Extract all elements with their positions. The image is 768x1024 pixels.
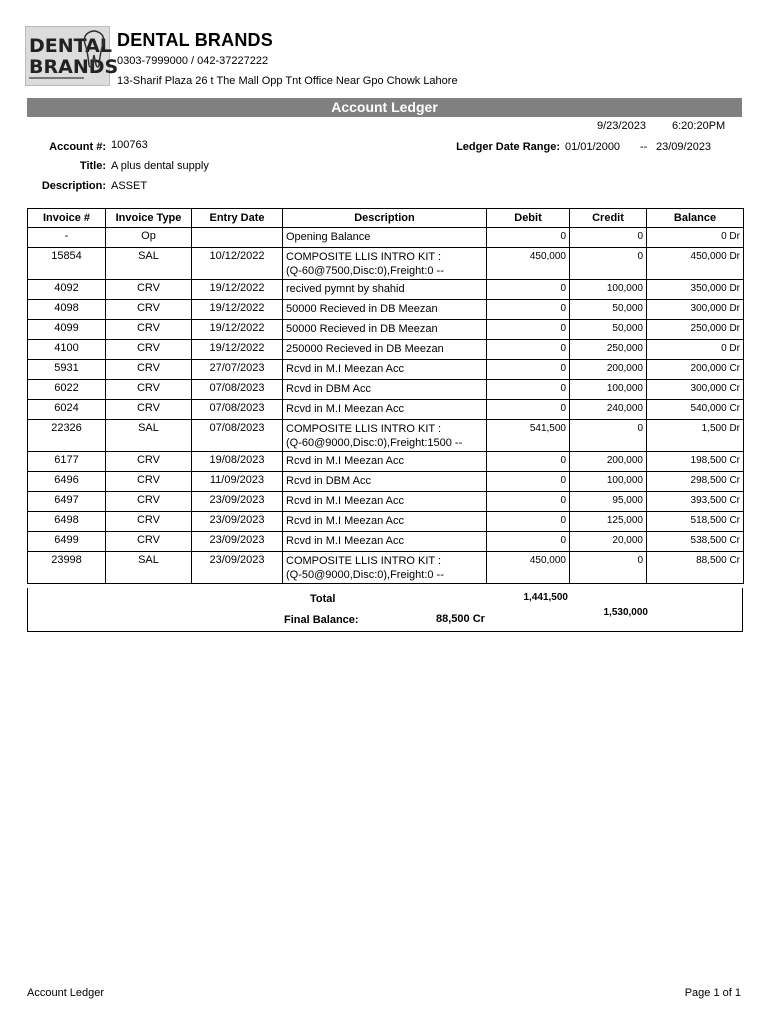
cell-description	[283, 300, 487, 320]
cell-description	[283, 552, 487, 584]
description-line: Opening Balance	[286, 231, 371, 243]
cell-description	[283, 228, 487, 248]
cell-credit: 200,000	[570, 452, 647, 472]
page-number: Page 1 of 1	[684, 987, 741, 999]
description-label: Description:	[41, 180, 106, 192]
description-line: COMPOSITE LLIS INTRO KIT :	[286, 555, 442, 567]
cell-invoice-type: SAL	[106, 248, 192, 280]
cell-credit: 0	[570, 552, 647, 584]
title-label: Title:	[79, 160, 106, 172]
cell-invoice: 4100	[28, 340, 106, 360]
cell-entry-date: 27/07/2023	[192, 360, 283, 380]
cell-invoice-type: CRV	[106, 452, 192, 472]
table-row	[28, 360, 744, 380]
total-debit: 1,441,500	[523, 592, 568, 603]
cell-description	[283, 532, 487, 552]
cell-balance: 300,000 Cr	[647, 380, 744, 400]
cell-debit: 0	[487, 340, 570, 360]
cell-balance: 540,000 Cr	[647, 400, 744, 420]
cell-entry-date: 19/12/2022	[192, 340, 283, 360]
cell-entry-date: 10/12/2022	[192, 248, 283, 280]
cell-description	[283, 400, 487, 420]
cell-entry-date: 23/09/2023	[192, 512, 283, 532]
cell-invoice-type: CRV	[106, 532, 192, 552]
cell-invoice-type: CRV	[106, 320, 192, 340]
cell-entry-date: 11/09/2023	[192, 472, 283, 492]
cell-credit: 200,000	[570, 360, 647, 380]
cell-debit: 0	[487, 300, 570, 320]
cell-entry-date: 19/12/2022	[192, 320, 283, 340]
description-line: 250000 Recieved in DB Meezan	[286, 343, 444, 355]
cell-balance: 198,500 Cr	[647, 452, 744, 472]
cell-debit: 0	[487, 492, 570, 512]
cell-description	[283, 248, 487, 280]
description-line: Rcvd in DBM Acc	[286, 475, 371, 487]
cell-balance: 300,000 Dr	[647, 300, 744, 320]
cell-credit: 50,000	[570, 320, 647, 340]
account-title: A plus dental supply	[111, 160, 209, 172]
print-time: 6:20:20PM	[672, 120, 726, 132]
cell-invoice: 4092	[28, 280, 106, 300]
table-row	[28, 300, 744, 320]
account-number: 100763	[111, 139, 148, 151]
cell-invoice-type: CRV	[106, 472, 192, 492]
cell-invoice-type: CRV	[106, 360, 192, 380]
report-title: Account Ledger	[27, 98, 742, 117]
cell-credit: 100,000	[570, 472, 647, 492]
cell-invoice: 6177	[28, 452, 106, 472]
ledger-body	[28, 228, 744, 584]
final-balance-label: Final Balance:	[284, 614, 359, 626]
cell-balance: 1,500 Dr	[647, 420, 744, 452]
cell-debit: 541,500	[487, 420, 570, 452]
logo-text-dental: DENTAL	[29, 35, 112, 57]
table-row	[28, 512, 744, 532]
cell-description	[283, 340, 487, 360]
cell-credit: 100,000	[570, 380, 647, 400]
cell-balance: 393,500 Cr	[647, 492, 744, 512]
table-row	[28, 340, 744, 360]
cell-debit: 0	[487, 512, 570, 532]
table-row	[28, 532, 744, 552]
table-header-row	[28, 209, 744, 228]
cell-description	[283, 472, 487, 492]
table-row	[28, 472, 744, 492]
cell-invoice-type: CRV	[106, 280, 192, 300]
column-header-debit: Debit	[487, 209, 570, 228]
cell-invoice: 4098	[28, 300, 106, 320]
description-line: Rcvd in M.I Meezan Acc	[286, 403, 404, 415]
column-header-entry-date: Entry Date	[192, 209, 283, 228]
cell-description	[283, 420, 487, 452]
column-header-invoice-type: Invoice Type	[106, 209, 192, 228]
cell-invoice-type: SAL	[106, 552, 192, 584]
cell-credit: 125,000	[570, 512, 647, 532]
cell-credit: 0	[570, 248, 647, 280]
account-label: Account #:	[49, 141, 106, 153]
cell-invoice-type: Op	[106, 228, 192, 248]
cell-invoice: 6496	[28, 472, 106, 492]
ledger-table	[27, 208, 744, 584]
cell-debit: 450,000	[487, 552, 570, 584]
cell-debit: 0	[487, 532, 570, 552]
cell-description	[283, 280, 487, 300]
cell-entry-date: 23/09/2023	[192, 492, 283, 512]
footer-title: Account Ledger	[27, 987, 105, 999]
cell-debit: 0	[487, 400, 570, 420]
cell-invoice-type: CRV	[106, 512, 192, 532]
table-row	[28, 452, 744, 472]
date-range-label: Ledger Date Range:	[456, 141, 560, 153]
cell-invoice: 6499	[28, 532, 106, 552]
cell-balance: 298,500 Cr	[647, 472, 744, 492]
cell-debit: 0	[487, 320, 570, 340]
cell-entry-date: 19/08/2023	[192, 452, 283, 472]
description-line: 50000 Recieved in DB Meezan	[286, 303, 438, 315]
cell-debit: 0	[487, 228, 570, 248]
table-row	[28, 420, 744, 452]
company-address: 13-Sharif Plaza 26 t The Mall Opp Tnt Office Near Gpo Chowk Lahore	[117, 75, 458, 87]
cell-balance: 518,500 Cr	[647, 512, 744, 532]
table-row	[28, 552, 744, 584]
cell-invoice: 15854	[28, 248, 106, 280]
cell-entry-date: 19/12/2022	[192, 300, 283, 320]
cell-invoice-type: CRV	[106, 300, 192, 320]
cell-invoice: 6022	[28, 380, 106, 400]
cell-entry-date: 23/09/2023	[192, 552, 283, 584]
table-row	[28, 228, 744, 248]
cell-description	[283, 452, 487, 472]
cell-balance: 200,000 Cr	[647, 360, 744, 380]
cell-description	[283, 380, 487, 400]
cell-invoice-type: CRV	[106, 492, 192, 512]
total-credit: 1,530,000	[603, 607, 648, 618]
cell-invoice-type: CRV	[106, 380, 192, 400]
cell-debit: 0	[487, 452, 570, 472]
cell-balance: 538,500 Cr	[647, 532, 744, 552]
cell-entry-date: 07/08/2023	[192, 420, 283, 452]
totals-box	[27, 588, 743, 632]
column-header-invoice: Invoice #	[28, 209, 106, 228]
cell-invoice: 6024	[28, 400, 106, 420]
table-row	[28, 492, 744, 512]
logo-text-brands: BRANDS	[29, 56, 119, 78]
description-line: recived pymnt by shahid	[286, 283, 405, 295]
cell-balance: 0 Dr	[647, 228, 744, 248]
cell-invoice-type: SAL	[106, 420, 192, 452]
description-line: Rcvd in DBM Acc	[286, 383, 371, 395]
company-phone: 0303-7999000 / 042-37227222	[117, 55, 269, 67]
table-row	[28, 280, 744, 300]
column-header-description: Description	[283, 209, 487, 228]
description-line: COMPOSITE LLIS INTRO KIT :	[286, 423, 442, 435]
description-line: Rcvd in M.I Meezan Acc	[286, 363, 404, 375]
final-balance-value: 88,500 Cr	[436, 613, 485, 625]
cell-entry-date: 19/12/2022	[192, 280, 283, 300]
cell-invoice: 5931	[28, 360, 106, 380]
cell-credit: 100,000	[570, 280, 647, 300]
cell-balance: 350,000 Dr	[647, 280, 744, 300]
cell-credit: 20,000	[570, 532, 647, 552]
date-range-from: 01/01/2000	[565, 141, 621, 153]
cell-balance: 88,500 Cr	[647, 552, 744, 584]
cell-credit: 0	[570, 420, 647, 452]
cell-entry-date	[192, 228, 283, 248]
date-range-to: 23/09/2023	[656, 141, 712, 153]
cell-credit: 50,000	[570, 300, 647, 320]
cell-description	[283, 360, 487, 380]
company-logo	[25, 26, 119, 86]
table-row	[28, 400, 744, 420]
column-header-credit: Credit	[570, 209, 647, 228]
cell-invoice: 6498	[28, 512, 106, 532]
date-range-separator: --	[640, 141, 648, 153]
cell-balance: 450,000 Dr	[647, 248, 744, 280]
description-line: (Q-60@9000,Disc:0),Freight:1500 --	[286, 437, 463, 449]
cell-invoice: 4099	[28, 320, 106, 340]
cell-description	[283, 492, 487, 512]
description-line: 50000 Recieved in DB Meezan	[286, 323, 438, 335]
cell-entry-date: 23/09/2023	[192, 532, 283, 552]
description-line: Rcvd in M.I Meezan Acc	[286, 495, 404, 507]
cell-credit: 250,000	[570, 340, 647, 360]
cell-debit: 0	[487, 380, 570, 400]
cell-invoice-type: CRV	[106, 400, 192, 420]
cell-invoice: 6497	[28, 492, 106, 512]
cell-description	[283, 320, 487, 340]
cell-credit: 0	[570, 228, 647, 248]
description-line: Rcvd in M.I Meezan Acc	[286, 515, 404, 527]
cell-entry-date: 07/08/2023	[192, 400, 283, 420]
description-line: Rcvd in M.I Meezan Acc	[286, 455, 404, 467]
cell-description	[283, 512, 487, 532]
cell-debit: 0	[487, 280, 570, 300]
total-label: Total	[310, 593, 336, 605]
print-date: 9/23/2023	[597, 120, 646, 132]
cell-debit: 0	[487, 360, 570, 380]
cell-entry-date: 07/08/2023	[192, 380, 283, 400]
table-row	[28, 248, 744, 280]
column-header-balance: Balance	[647, 209, 744, 228]
cell-invoice: -	[28, 228, 106, 248]
description-line: (Q-60@7500,Disc:0),Freight:0 --	[286, 265, 444, 277]
cell-balance: 0 Dr	[647, 340, 744, 360]
cell-debit: 0	[487, 472, 570, 492]
cell-invoice-type: CRV	[106, 340, 192, 360]
cell-invoice: 22326	[28, 420, 106, 452]
table-row	[28, 380, 744, 400]
cell-invoice: 23998	[28, 552, 106, 584]
account-description: ASSET	[111, 180, 148, 192]
description-line: (Q-50@9000,Disc:0),Freight:0 --	[286, 569, 444, 581]
description-line: COMPOSITE LLIS INTRO KIT :	[286, 251, 442, 263]
cell-debit: 450,000	[487, 248, 570, 280]
cell-credit: 240,000	[570, 400, 647, 420]
company-name: DENTAL BRANDS	[117, 30, 273, 50]
cell-credit: 95,000	[570, 492, 647, 512]
description-line: Rcvd in M.I Meezan Acc	[286, 535, 404, 547]
table-row	[28, 320, 744, 340]
cell-balance: 250,000 Dr	[647, 320, 744, 340]
